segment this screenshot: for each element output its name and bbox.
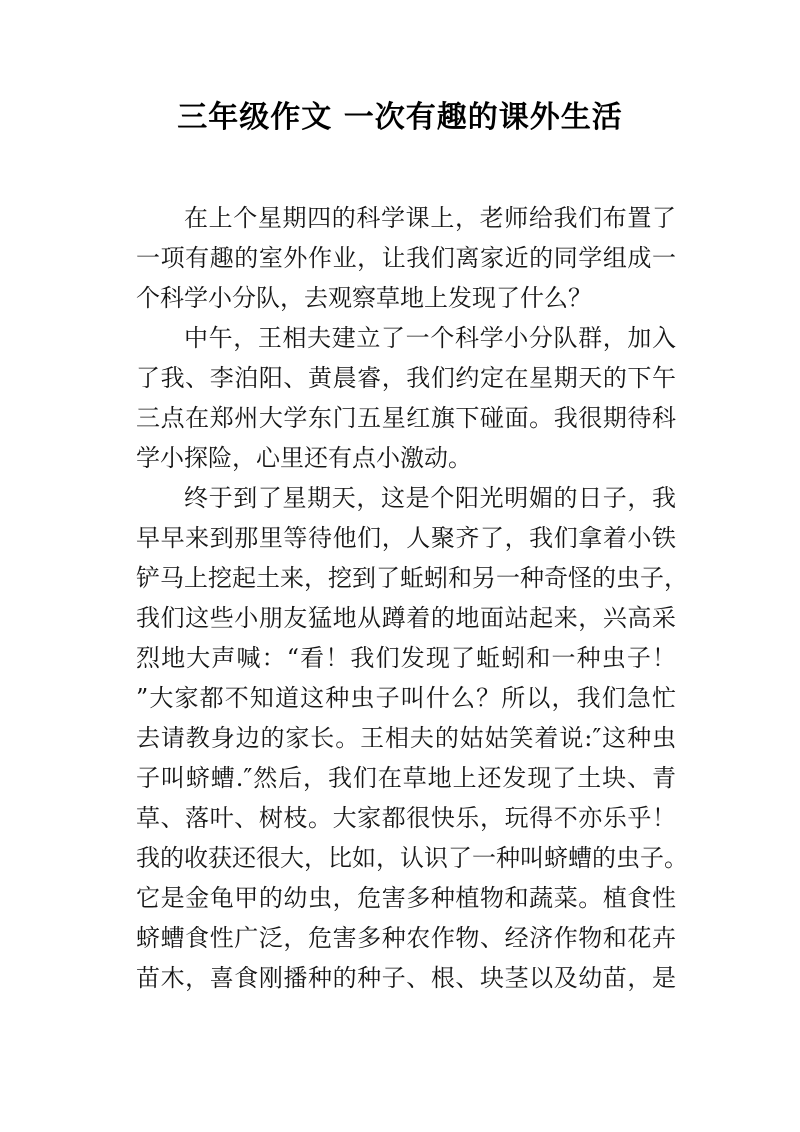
paragraph-line: 一项有趣的室外作业，让我们离家近的同学组成一 [136, 244, 676, 272]
paragraph-line: ”大家都不知道这种虫子叫什么？所以，我们急忙 [136, 684, 676, 712]
paragraph-line: 终于到了星期天，这是个阳光明媚的日子，我 [184, 484, 676, 512]
paragraph-line: 我们这些小朋友猛地从蹲着的地面站起来，兴高采 [136, 604, 676, 632]
paragraph-line: 苗木，喜食刚播种的种子、根、块茎以及幼苗，是 [136, 964, 676, 992]
paragraph-line: 草、落叶、树枝。大家都很快乐，玩得不亦乐乎！ [136, 804, 676, 832]
paragraph-line: 烈地大声喊：“看！我们发现了蚯蚓和一种虫子！ [136, 644, 676, 672]
paragraph-line: 个科学小分队，去观察草地上发现了什么？ [136, 284, 592, 312]
paragraph-line: 它是金龟甲的幼虫，危害多种植物和蔬菜。植食性 [136, 884, 676, 912]
paragraph-line: 中午，王相夫建立了一个科学小分队群，加入 [184, 324, 676, 352]
paragraph-line: 我的收获还很大，比如，认识了一种叫蛴螬的虫子。 [136, 844, 688, 872]
paragraph-line: 蛴螬食性广泛，危害多种农作物、经济作物和花卉 [136, 924, 676, 952]
paragraph-line: 去请教身边的家长。王相夫的姑姑笑着说:″这种虫 [136, 724, 676, 752]
paragraph-line: 学小探险，心里还有点小激动。 [136, 444, 472, 472]
document-title: 三年级作文 一次有趣的课外生活 [177, 100, 623, 135]
paragraph-line: 在上个星期四的科学课上，老师给我们布置了 [184, 204, 676, 232]
paragraph-line: 三点在郑州大学东门五星红旗下碰面。我很期待科 [136, 404, 676, 432]
paragraph-line: 早早来到那里等待他们，人聚齐了，我们拿着小铁 [136, 524, 676, 552]
paragraph-line: 了我、李泊阳、黄晨睿，我们约定在星期天的下午 [136, 364, 676, 392]
paragraph-line: 铲马上挖起土来，挖到了蚯蚓和另一种奇怪的虫子， [136, 564, 688, 592]
paragraph-line: 子叫蛴螬.″然后，我们在草地上还发现了土块、青 [136, 764, 676, 792]
